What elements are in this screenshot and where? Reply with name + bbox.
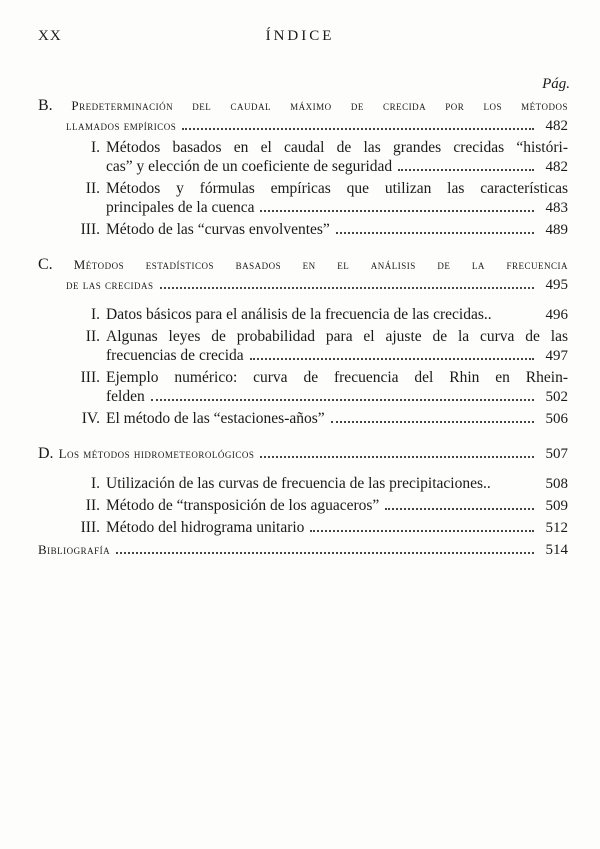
dot-leader	[398, 169, 534, 171]
page-number: XX	[38, 28, 62, 44]
item-page: 482	[545, 159, 568, 175]
page-title: ÍNDICE	[265, 28, 335, 44]
item-page: 506	[545, 411, 568, 427]
item-numeral: IV.	[81, 410, 100, 427]
dot-leader	[331, 421, 534, 423]
toc-section-b	[38, 96, 568, 240]
toc-item	[38, 305, 568, 325]
dot-leader	[260, 210, 534, 212]
dot-leader	[385, 508, 534, 510]
item-line2: principales de la cuenca	[106, 199, 255, 216]
section-page: 482	[545, 118, 568, 134]
bibliography-label: Bibliografía	[38, 542, 111, 557]
item-page: 489	[545, 222, 568, 238]
toc-item	[38, 474, 568, 494]
section-title-line2: de las crecidas	[66, 277, 154, 292]
item-numeral: II.	[85, 497, 100, 514]
dot-leader	[116, 552, 534, 554]
item-line1: Método del hidrograma unitario	[106, 519, 305, 536]
item-line1: Ejemplo numérico: curva de frecuencia del Rhin en Rhein-	[106, 369, 568, 386]
item-page: 508	[545, 476, 568, 492]
dot-leader	[260, 456, 534, 458]
dot-leader	[151, 399, 534, 401]
toc-item	[38, 138, 568, 177]
item-numeral: I.	[90, 306, 100, 323]
table-of-contents	[38, 96, 568, 575]
toc-item	[38, 179, 568, 218]
item-numeral: III.	[80, 519, 100, 536]
toc-item	[38, 220, 568, 240]
item-numeral: I.	[90, 139, 100, 156]
item-line1: Utilización de las curvas de frecuencia de las precipitaciones..	[106, 475, 491, 492]
toc-item	[38, 409, 568, 429]
dot-leader	[310, 530, 534, 532]
page-header	[38, 28, 562, 48]
section-page: 495	[545, 277, 568, 293]
toc-section-c	[38, 255, 568, 429]
page-column-label: Pág.	[542, 76, 570, 92]
item-numeral: II.	[85, 328, 100, 345]
item-numeral: II.	[85, 180, 100, 197]
toc-item	[38, 368, 568, 407]
section-title-line1: Los métodos hidrometeorológicos	[58, 446, 255, 461]
section-title-line2: llamados empíricos	[66, 118, 177, 133]
bibliography-page: 514	[545, 542, 568, 558]
item-line1: Datos básicos para el análisis de la frecuencia de las crecidas..	[106, 306, 492, 323]
dot-leader	[336, 232, 534, 234]
bibliography-entry	[38, 540, 568, 560]
item-line1: Método de “transposición de los aguaceros”	[106, 497, 380, 514]
item-line1: El método de las “estaciones-años”	[106, 410, 325, 427]
item-page: 497	[545, 348, 568, 364]
dot-leader	[160, 287, 534, 289]
item-line2: felden	[106, 388, 145, 405]
item-line1: Métodos basados en el caudal de las grandes crecidas “históri-	[106, 139, 568, 156]
toc-item	[38, 327, 568, 366]
item-line2: cas” y elección de un coeficiente de seguridad	[106, 158, 393, 175]
section-page: 507	[545, 446, 568, 462]
item-numeral: III.	[80, 369, 100, 386]
toc-item	[38, 518, 568, 538]
section-title-line1: Métodos estadísticos basados en el análisis de la frecuencia	[73, 257, 569, 272]
section-title-line1: Predeterminación del caudal máximo de crecida por los métodos	[71, 98, 568, 113]
item-page: 512	[545, 520, 568, 536]
item-page: 483	[545, 200, 568, 216]
item-line1: Métodos y fórmulas empíricas que utilizan las características	[106, 180, 568, 197]
item-line1: Algunas leyes de probabilidad para el ajuste de la curva de las	[106, 328, 568, 345]
item-page: 502	[545, 389, 568, 405]
section-letter: D.	[38, 445, 54, 462]
dot-leader	[182, 128, 534, 130]
item-numeral: I.	[90, 475, 100, 492]
item-page: 509	[545, 498, 568, 514]
item-page: 496	[545, 307, 568, 323]
toc-item	[38, 496, 568, 516]
item-line1: Método de las “curvas envolventes”	[106, 221, 330, 238]
section-letter: C.	[38, 256, 53, 273]
dot-leader	[250, 358, 534, 360]
item-numeral: III.	[80, 221, 100, 238]
section-letter: B.	[38, 97, 53, 114]
item-line2: frecuencias de crecida	[106, 347, 244, 364]
toc-section-d	[38, 444, 568, 560]
